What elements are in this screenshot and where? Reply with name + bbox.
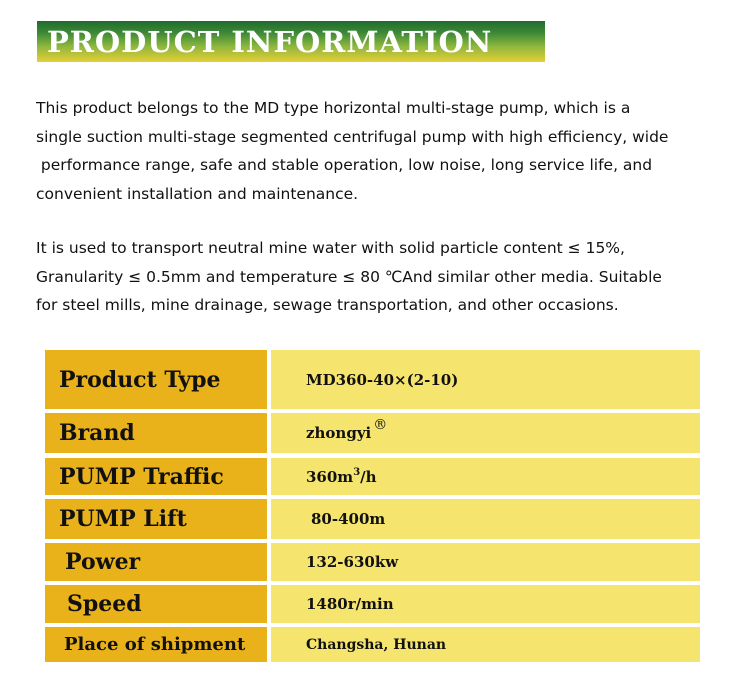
description-line: performance range, safe and stable operation, low noise, long service life, and bbox=[36, 156, 653, 174]
description-line: This product belongs to the MD type horizontal multi-stage pump, which is a bbox=[36, 99, 631, 117]
spec-row-lift bbox=[45, 499, 700, 539]
spec-row-brand bbox=[45, 413, 700, 453]
spec-label: Brand bbox=[45, 413, 267, 453]
spec-row-shipment bbox=[45, 627, 700, 662]
spec-row-product-type bbox=[45, 350, 700, 409]
spec-row-traffic bbox=[45, 458, 700, 495]
brand-name: zhongyi bbox=[306, 424, 372, 442]
spec-label: PUMP Traffic bbox=[45, 458, 267, 495]
spec-row-power bbox=[45, 543, 700, 581]
spec-table bbox=[45, 350, 700, 662]
page-title: PRODUCT INFORMATION bbox=[47, 25, 493, 59]
spec-value: 80-400m bbox=[271, 499, 700, 539]
traffic-unit: /h bbox=[360, 467, 377, 486]
spec-label: Speed bbox=[45, 585, 267, 623]
description-line: Granularity ≤ 0.5mm and temperature ≤ 80 ℃And similar other media. Suitable bbox=[36, 267, 662, 286]
spec-label: Product Type bbox=[45, 350, 267, 409]
traffic-exponent: 3 bbox=[353, 467, 361, 478]
spec-label: PUMP Lift bbox=[45, 499, 267, 539]
description-paragraph-2 bbox=[36, 234, 736, 320]
spec-value: 132-630kw bbox=[271, 543, 700, 581]
spec-row-speed bbox=[45, 585, 700, 623]
spec-value bbox=[271, 458, 700, 495]
spec-value: MD360-40×(2-10) bbox=[271, 350, 700, 409]
description-line: It is used to transport neutral mine water with solid particle content ≤ 15%, bbox=[36, 239, 625, 257]
description-line: for steel mills, mine drainage, sewage transportation, and other occasions. bbox=[36, 296, 619, 314]
registered-trademark-mark: ® bbox=[373, 417, 388, 433]
spec-label: Power bbox=[45, 543, 267, 581]
spec-value bbox=[271, 413, 700, 453]
description-line: convenient installation and maintenance. bbox=[36, 184, 359, 203]
description-line: single suction multi-stage segmented centrifugal pump with high efficiency, wide bbox=[36, 127, 669, 146]
description-paragraph-1 bbox=[36, 94, 736, 208]
spec-value: 1480r/min bbox=[271, 585, 700, 623]
traffic-value: 360m bbox=[306, 467, 354, 486]
spec-label: Place of shipment bbox=[45, 627, 267, 662]
spec-value: Changsha, Hunan bbox=[271, 627, 700, 662]
